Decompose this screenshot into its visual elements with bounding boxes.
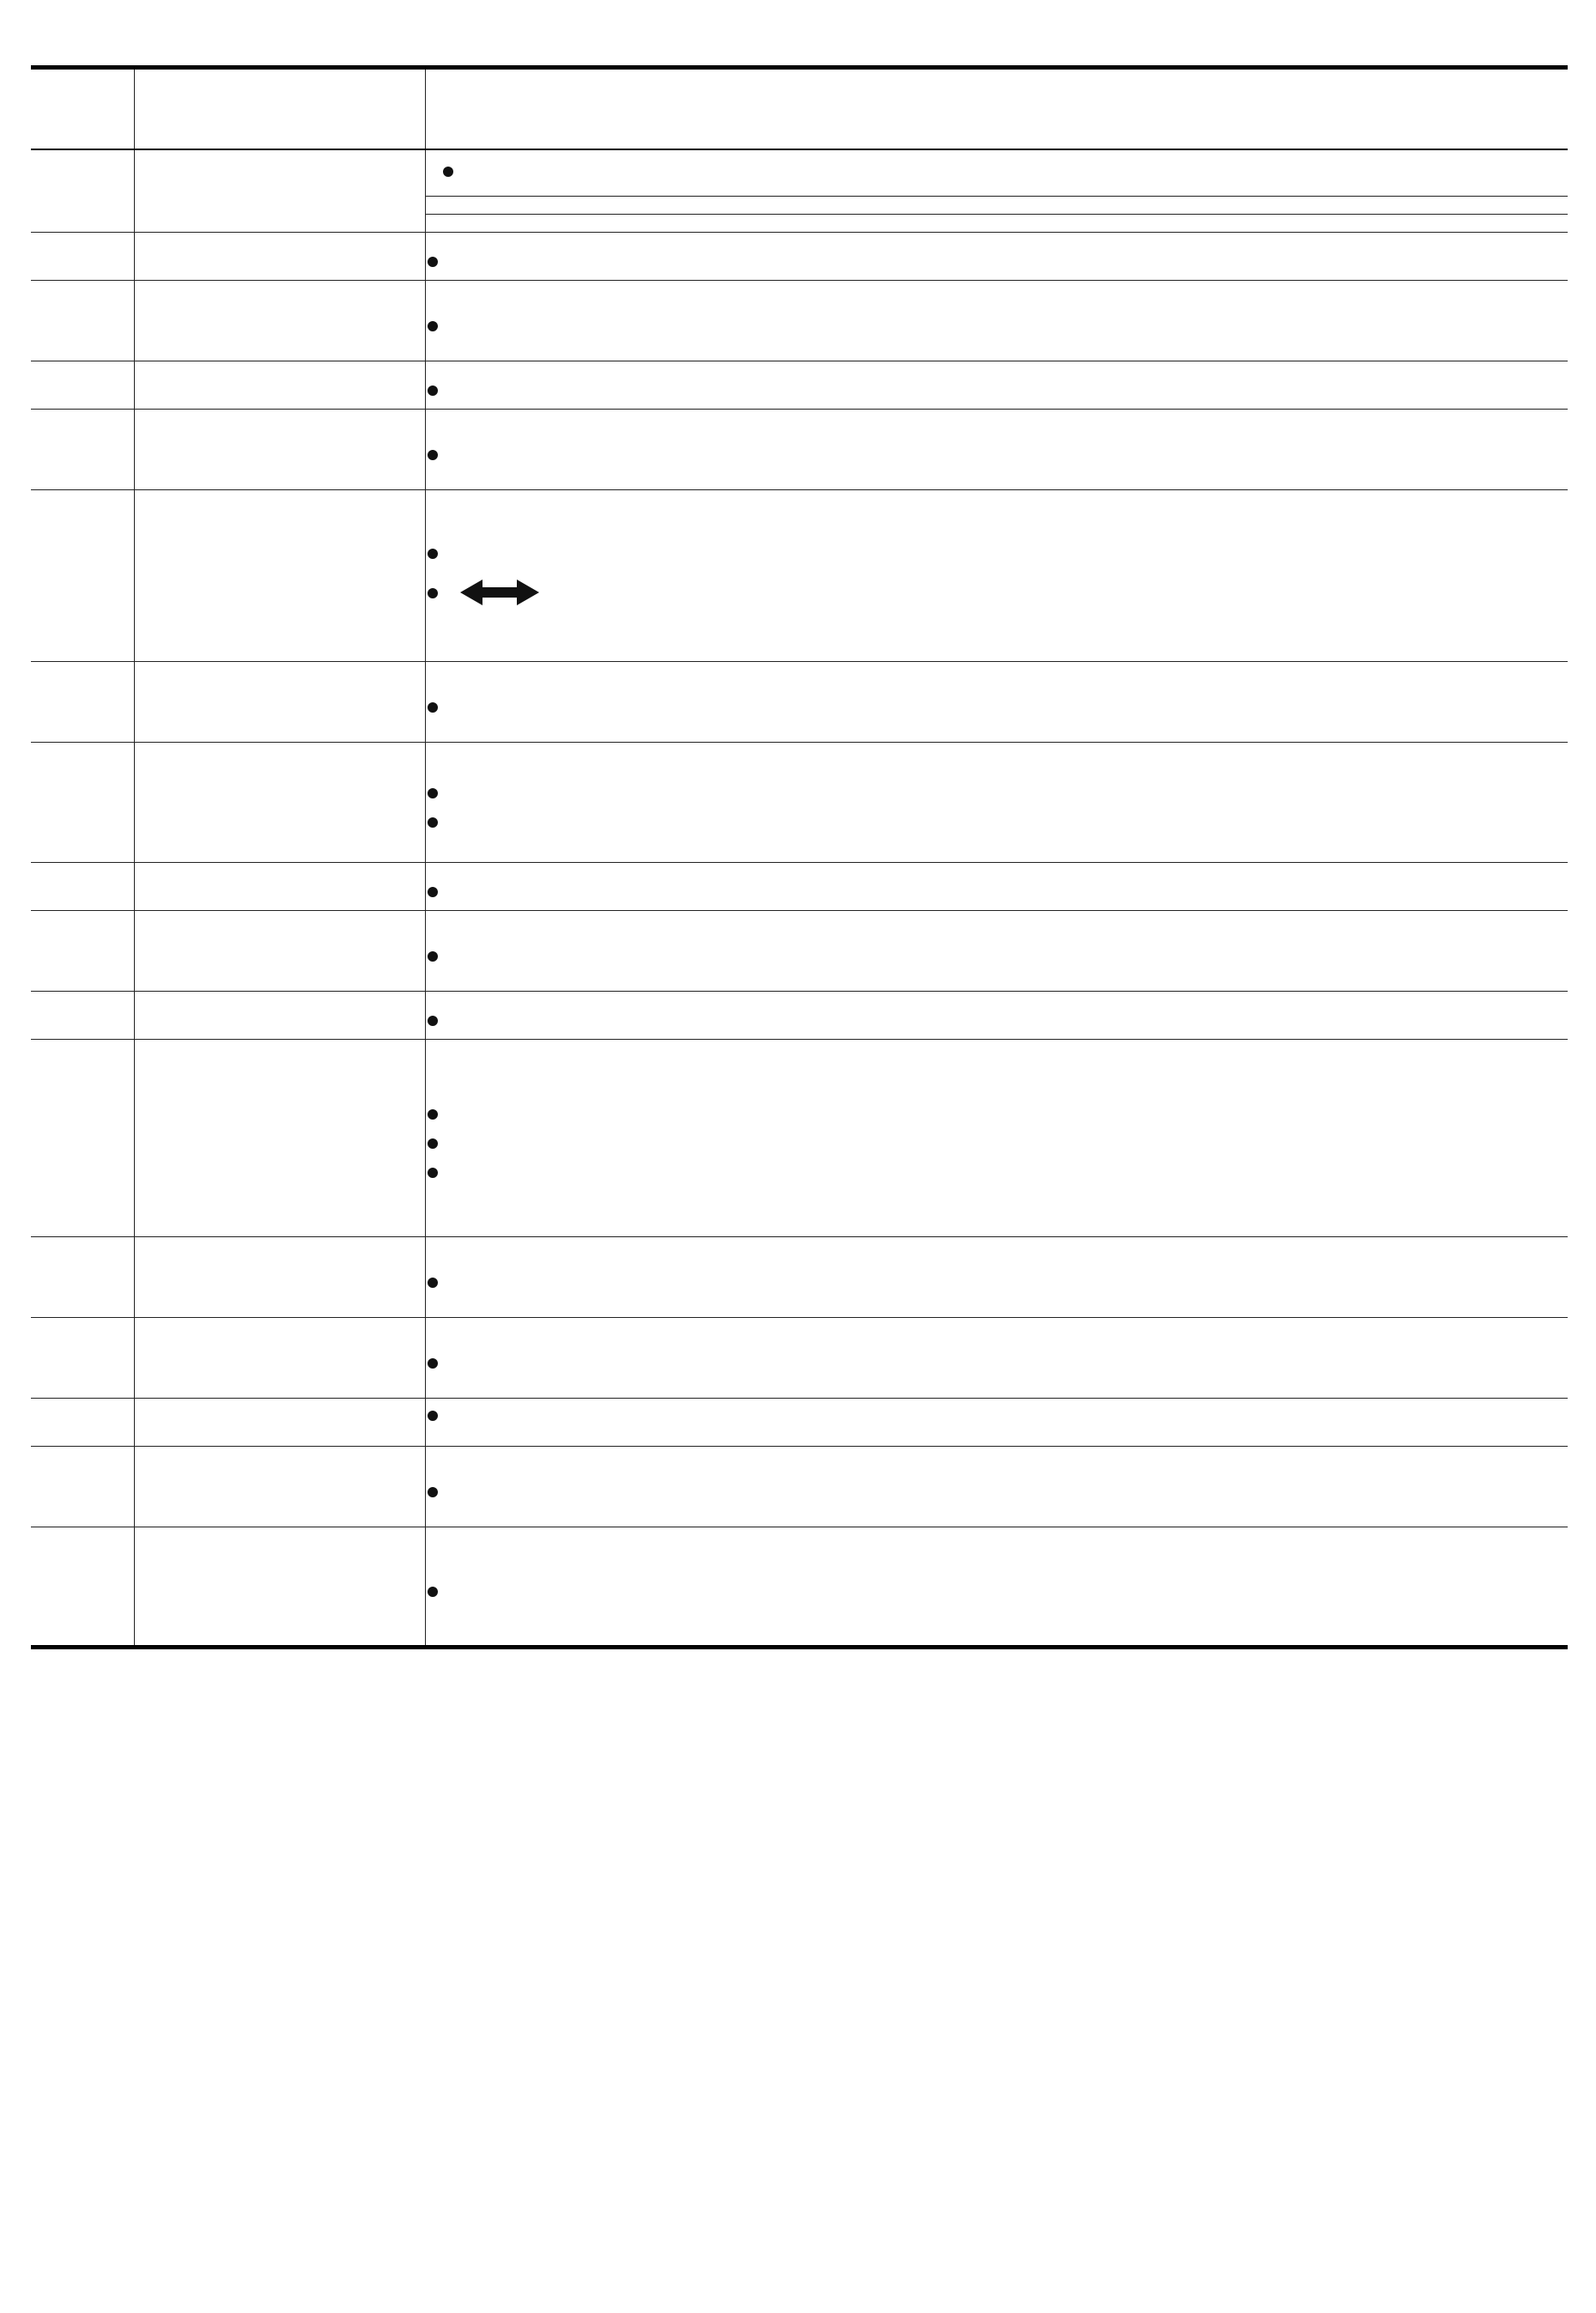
bullet-dot <box>428 321 438 331</box>
bullet <box>426 778 1569 798</box>
row-number <box>31 992 134 1040</box>
bullet-dot <box>428 887 438 897</box>
bullet <box>426 1267 1569 1288</box>
row-item <box>134 149 425 233</box>
row-description <box>425 911 1568 992</box>
row-description <box>425 281 1568 361</box>
bullet <box>426 538 1569 559</box>
row-item <box>134 1237 425 1318</box>
bullet <box>426 1348 1569 1369</box>
row-item <box>134 1447 425 1527</box>
row-item <box>134 863 425 911</box>
row-number <box>31 1237 134 1318</box>
bullet-dot <box>428 951 438 962</box>
header-description <box>425 68 1568 150</box>
row-item <box>134 1318 425 1399</box>
bullet <box>426 1099 1569 1120</box>
row-item <box>134 281 425 361</box>
row-description <box>425 1237 1568 1318</box>
row-description <box>425 149 1568 233</box>
bullet-dot <box>428 1487 438 1497</box>
bullet-dot <box>428 1358 438 1369</box>
bullet <box>426 692 1569 713</box>
row-item <box>134 1399 425 1447</box>
bullet-dot <box>428 1138 438 1149</box>
row-number <box>31 1527 134 1648</box>
bullet <box>426 1400 1569 1421</box>
bullet <box>426 246 1569 267</box>
table-row <box>31 743 1568 863</box>
bullet-dot <box>428 588 438 598</box>
bullet <box>426 375 1569 396</box>
header-number <box>31 68 134 150</box>
table-row <box>31 863 1568 911</box>
row-number <box>31 1318 134 1399</box>
table-row <box>31 1447 1568 1527</box>
bullet <box>426 807 1569 828</box>
table-row <box>31 410 1568 490</box>
row-number <box>31 490 134 662</box>
bullet-dot <box>428 549 438 559</box>
bullet <box>426 440 1569 460</box>
table-row <box>31 233 1568 281</box>
table-row <box>31 911 1568 992</box>
bullet <box>426 941 1569 962</box>
row-item <box>134 1527 425 1648</box>
row-description <box>425 410 1568 490</box>
row-item <box>134 662 425 743</box>
row-item <box>134 992 425 1040</box>
bullet-dot <box>428 1016 438 1026</box>
bullet-dot <box>428 1278 438 1288</box>
row-number <box>31 410 134 490</box>
table-row <box>31 1237 1568 1318</box>
row-description <box>425 992 1568 1040</box>
bullet <box>426 578 1569 612</box>
table-row <box>31 361 1568 410</box>
bullet <box>426 877 1569 897</box>
bullet-dot <box>428 1109 438 1120</box>
legend-table <box>31 65 1568 1649</box>
row-description <box>425 1527 1568 1648</box>
row-item <box>134 410 425 490</box>
row-number <box>31 1399 134 1447</box>
stripe-note <box>426 214 1569 232</box>
row-number <box>31 281 134 361</box>
bullet <box>426 1005 1569 1026</box>
table-row <box>31 490 1568 662</box>
row-item <box>134 233 425 281</box>
bullet-dot <box>428 1411 438 1421</box>
table-row <box>31 1318 1568 1399</box>
bullet <box>426 311 1569 331</box>
bullet-dot <box>428 788 438 798</box>
bullet-dot <box>428 450 438 460</box>
row-number <box>31 863 134 911</box>
bullet-dot <box>428 702 438 713</box>
row-description <box>425 1318 1568 1399</box>
table-row <box>31 992 1568 1040</box>
row-number <box>31 662 134 743</box>
table-row <box>31 1527 1568 1648</box>
bullet-dot <box>428 386 438 396</box>
row-number <box>31 361 134 410</box>
row-number <box>31 233 134 281</box>
row-item <box>134 490 425 662</box>
row-description <box>425 490 1568 662</box>
wire-color-codes <box>426 196 1569 214</box>
row-item <box>134 361 425 410</box>
double-arrow-icon <box>458 578 541 607</box>
row-description <box>425 1447 1568 1527</box>
bullet <box>426 1157 1569 1178</box>
bullet-dot <box>443 167 453 177</box>
bullet-dot <box>428 817 438 828</box>
row-number <box>31 149 134 233</box>
bullet <box>426 1576 1569 1597</box>
table-row <box>31 1399 1568 1447</box>
header-item <box>134 68 425 150</box>
bullet-dot <box>428 257 438 267</box>
bullet <box>426 1477 1569 1497</box>
bullet-dot <box>428 1587 438 1597</box>
row-description <box>425 1399 1568 1447</box>
bullet <box>441 156 1555 177</box>
row-description <box>425 863 1568 911</box>
table-row <box>31 281 1568 361</box>
row-item <box>134 743 425 863</box>
row-description <box>425 1040 1568 1237</box>
header-row <box>31 68 1568 150</box>
row-item <box>134 1040 425 1237</box>
row-description <box>425 233 1568 281</box>
row-description <box>425 743 1568 863</box>
row-item <box>134 911 425 992</box>
row-number <box>31 911 134 992</box>
bullet-dot <box>428 1168 438 1178</box>
table-row <box>31 1040 1568 1237</box>
row-number <box>31 1447 134 1527</box>
row-number <box>31 1040 134 1237</box>
bullet <box>426 1128 1569 1149</box>
table-row <box>31 662 1568 743</box>
row-number <box>31 743 134 863</box>
row-description <box>425 361 1568 410</box>
table-row <box>31 149 1568 233</box>
row-description <box>425 662 1568 743</box>
